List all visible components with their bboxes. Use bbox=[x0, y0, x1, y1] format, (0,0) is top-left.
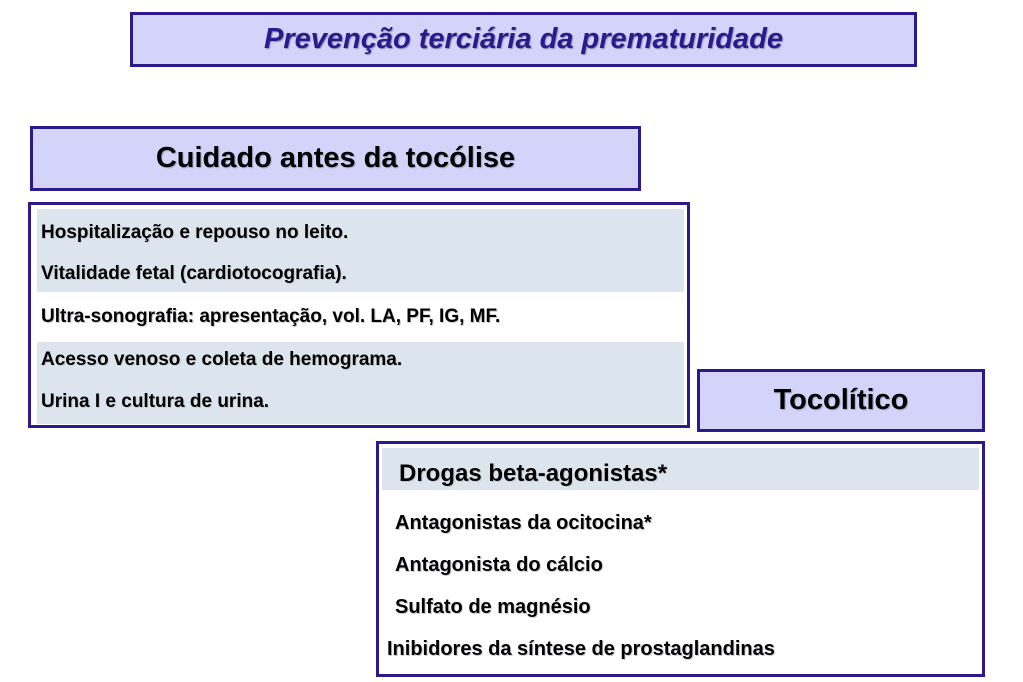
title-banner bbox=[130, 12, 917, 67]
section-header-tocolytic bbox=[697, 369, 985, 432]
list-item: Ultra-sonografia: apresentação, vol. LA, PF, IG, MF. bbox=[41, 306, 501, 327]
list-item: Urina I e cultura de urina. bbox=[41, 391, 270, 412]
section-header-care-before-tocolysis bbox=[30, 126, 641, 191]
list-item: Vitalidade fetal (cardiotocografia). bbox=[41, 263, 347, 284]
care-list-panel bbox=[28, 202, 690, 428]
list-item: Sulfato de magnésio bbox=[395, 596, 591, 618]
tocolytic-list-panel bbox=[376, 441, 985, 677]
list-item: Hospitalização e repouso no leito. bbox=[41, 222, 349, 243]
page-title: Prevenção terciária da prematuridade bbox=[263, 23, 783, 55]
list-item: Drogas beta-agonistas* bbox=[399, 460, 668, 487]
list-item: Antagonista do cálcio bbox=[395, 554, 603, 576]
list-item: Acesso venoso e coleta de hemograma. bbox=[41, 349, 403, 370]
list-item: Inibidores da síntese de prostaglandinas bbox=[387, 638, 775, 660]
list-item: Antagonistas da ocitocina* bbox=[395, 512, 652, 534]
section-header-label: Tocolítico bbox=[773, 384, 909, 416]
section-header-label: Cuidado antes da tocólise bbox=[155, 142, 516, 174]
